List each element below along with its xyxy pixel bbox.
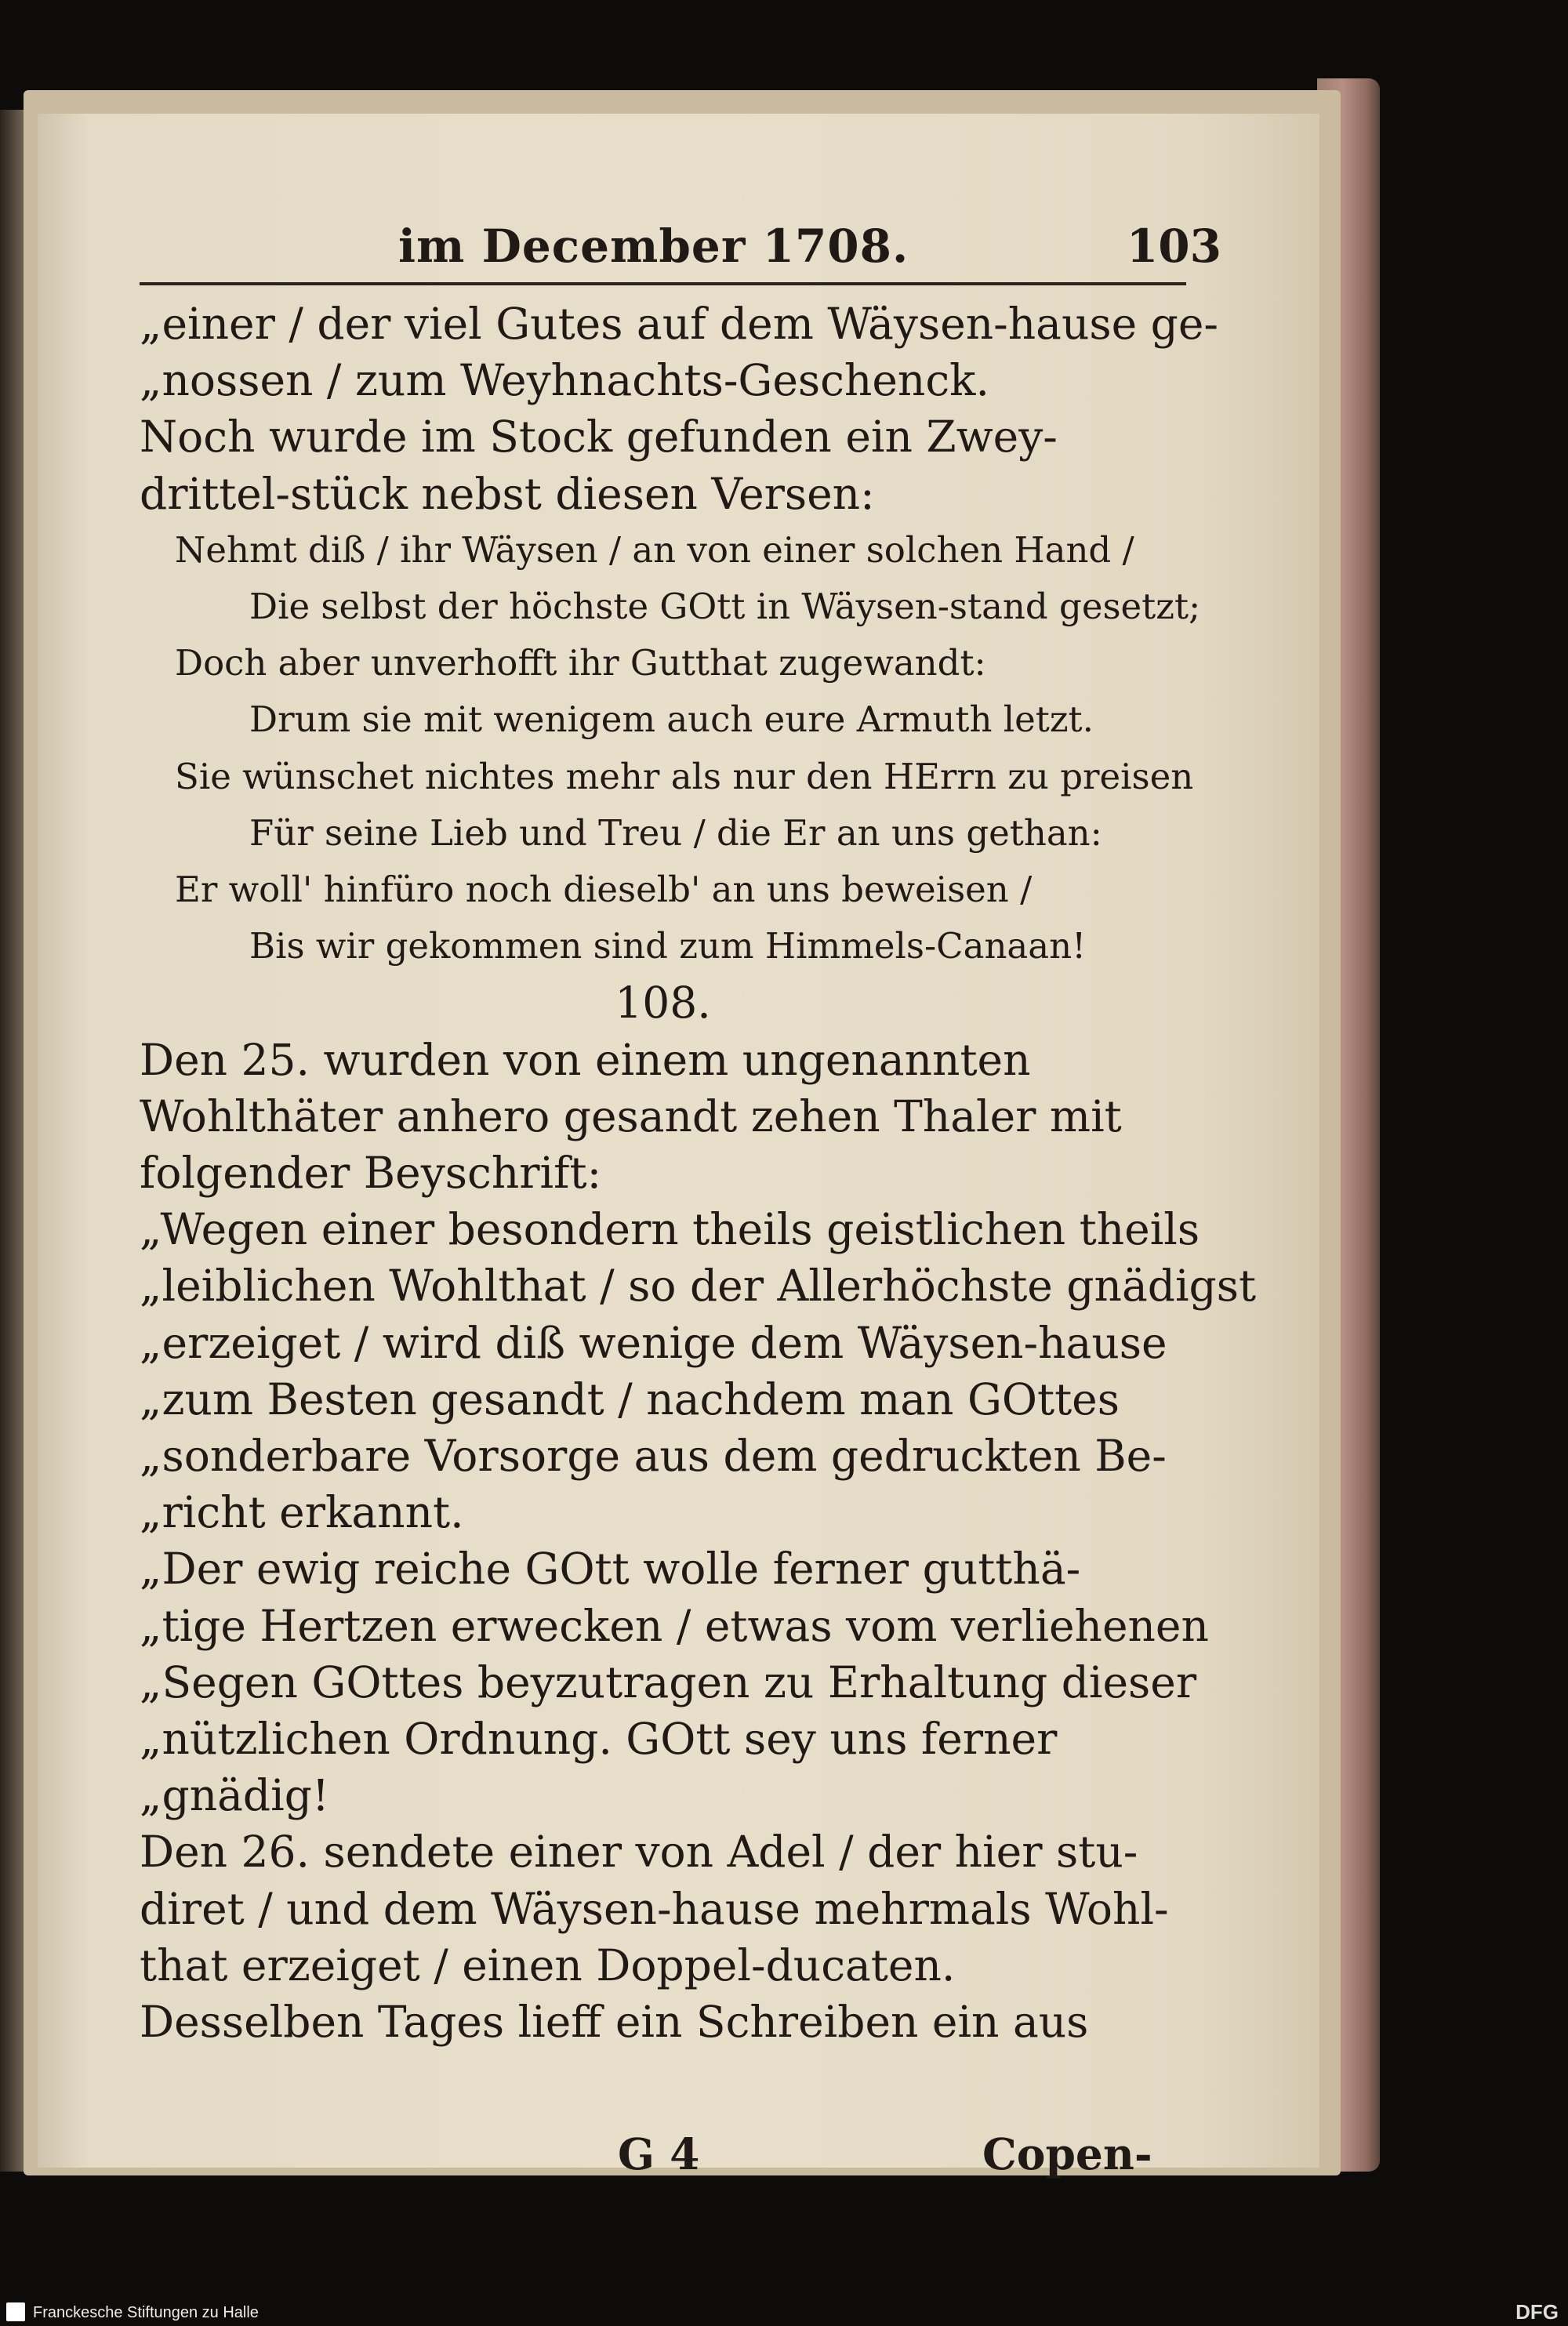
verse-line: Sie wünschet nichtes mehr als nur den HErrn zu preisen [175,755,1194,797]
entry-number: 108. [615,978,711,1029]
catchword: Copen- [982,2128,1152,2179]
text-line: „tige Hertzen erwecken / etwas vom verliehenen [140,1600,1209,1651]
verse-line: Er woll' hinfüro noch dieselb' an uns beweisen / [175,869,1033,910]
text-line: Den 26. sendete einer von Adel / der hier stu- [140,1827,1138,1878]
verse-line: Die selbst der höchste GOtt in Wäysen-stand gesetzt; [249,586,1201,627]
text-line: „Wegen einer besondern theils geistlichen theils [140,1204,1200,1255]
verse-line: Nehmt diß / ihr Wäysen / an von einer solchen Hand / [175,528,1134,571]
running-head: im December 1708. [398,220,909,273]
text-line: „Der ewig reiche GOtt wolle ferner gutthä- [140,1544,1081,1595]
text-line: that erzeiget / einen Doppel-ducaten. [140,1940,956,1990]
page-number: 103 [1126,220,1221,273]
text-line: „gnädig! [140,1770,330,1821]
text-line: „einer / der viel Gutes auf dem Wäysen-hause ge- [140,299,1218,349]
verse-line: Doch aber unverhofft ihr Gutthat zugewandt: [175,642,986,684]
text-line: Noch wurde im Stock gefunden ein Zwey- [140,412,1058,463]
dfg-mark: DFG [1515,2300,1559,2324]
header-rule [140,282,1186,285]
text-line: „sonderbare Vorsorge aus dem gedruckten Be- [140,1431,1167,1481]
text-line: „nützlichen Ordnung. GOtt sey uns ferner [140,1714,1058,1764]
signature-mark: G 4 [618,2128,700,2179]
text-line: Desselben Tages lieff ein Schreiben ein aus [140,1997,1089,2047]
verse-line: Für seine Lieb und Treu / die Er an uns gethan: [249,811,1102,854]
text-line: „leiblichen Wohlthat / so der Allerhöchste gnädigst [140,1261,1257,1312]
text-line: „Segen GOttes beyzutragen zu Erhaltung dieser [140,1657,1197,1707]
book-page [38,114,1319,2179]
text-line: Wohlthäter anhero gesandt zehen Thaler mit [140,1090,1122,1141]
verse-line: Drum sie mit wenigem auch eure Armuth letzt. [249,699,1094,741]
text-line: drittel-stück nebst diesen Versen: [140,468,875,519]
text-line: folgender Beyschrift: [140,1148,602,1198]
page-header [398,220,1221,274]
text-line: „zum Besten gesandt / nachdem man GOttes [140,1373,1120,1424]
text-line: „nossen / zum Weyhnachts-Geschenck. [140,355,989,406]
institution-name: Franckesche Stiftungen zu Halle [33,2304,259,2321]
text-line: Den 25. wurden von einem ungenannten [140,1034,1031,1085]
text-line: „richt erkannt. [140,1487,464,1538]
verse-line: Bis wir gekommen sind zum Himmels-Canaan! [249,925,1087,967]
text-line: „erzeiget / wird diß wenige dem Wäysen-hause [140,1317,1167,1368]
institution-logo [6,2302,25,2321]
text-line: diret / und dem Wäysen-hause mehrmals Wohl- [140,1883,1169,1934]
